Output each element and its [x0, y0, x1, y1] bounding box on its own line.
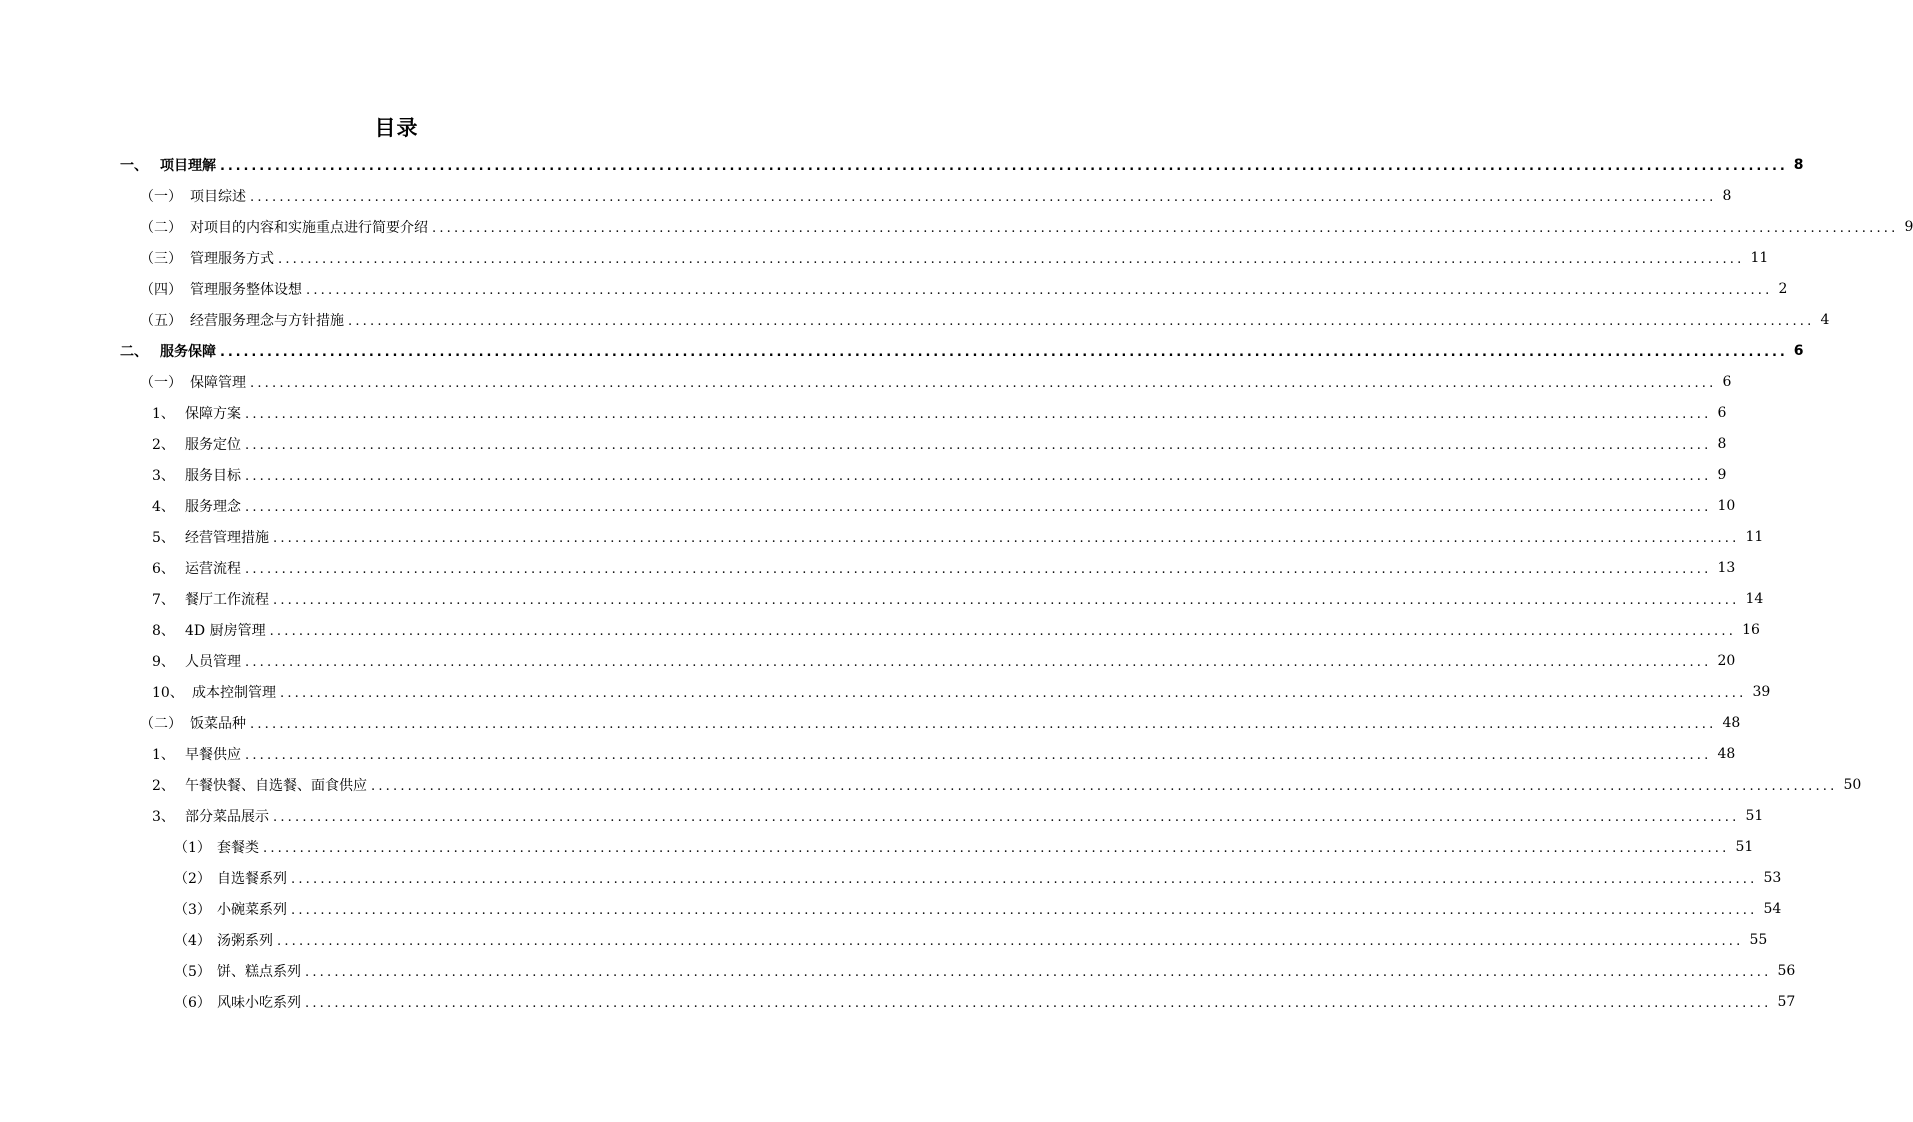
toc-entry-number: 2、	[152, 778, 175, 794]
toc-entry-number: 8、	[152, 623, 175, 639]
toc-entry-label: 早餐供应	[185, 747, 241, 763]
toc-dot-leader: ........................................................................................................................................................................................................	[250, 189, 1717, 205]
toc-entry-1-2[interactable]	[140, 212, 1913, 242]
toc-entry-1-4[interactable]	[140, 274, 1788, 304]
toc-dot-leader: ........................................................................................................................................................................................................	[273, 530, 1740, 546]
toc-entry-label: 午餐快餐、自选餐、面食供应	[185, 778, 367, 794]
toc-entry-page: 56	[1777, 963, 1796, 979]
toc-entry-label: 经营管理措施	[185, 530, 269, 546]
toc-entry-label: 服务定位	[185, 437, 241, 453]
toc-entry-2-1-10[interactable]	[152, 677, 1771, 707]
toc-entry-label: 小碗菜系列	[217, 902, 287, 918]
toc-entry-number: 一、	[120, 158, 148, 174]
toc-entry-number: （5）	[174, 964, 211, 980]
toc-entry-label: 人员管理	[185, 654, 241, 670]
toc-entry-1-1[interactable]	[140, 181, 1732, 211]
toc-entry-2-2-1[interactable]	[152, 739, 1736, 769]
toc-entry-number: （二）	[140, 220, 182, 236]
toc-entry-label: 自选餐系列	[217, 871, 287, 887]
toc-entry-number: 2、	[152, 437, 175, 453]
toc-entry-label: 饭菜品种	[190, 716, 246, 732]
toc-entry-page: 14	[1745, 591, 1764, 607]
toc-entry-label: 经营服务理念与方针措施	[190, 313, 344, 329]
toc-entry-number: 7、	[152, 592, 175, 608]
toc-entry-number: （二）	[140, 716, 182, 732]
toc-entry-label: 部分菜品展示	[185, 809, 269, 825]
toc-entry-number: （2）	[174, 871, 211, 887]
toc-entry-1-5[interactable]	[140, 305, 1830, 335]
toc-entry-page: 8	[1717, 436, 1727, 452]
toc-dot-leader: ........................................................................................................................................................................................................	[250, 375, 1717, 391]
toc-entry-section-1[interactable]	[120, 150, 1804, 180]
toc-entry-page: 9	[1717, 467, 1727, 483]
toc-entry-label: 管理服务方式	[190, 251, 274, 267]
toc-entry-number: （三）	[140, 251, 182, 267]
toc-entry-2-2-3[interactable]	[152, 801, 1764, 831]
toc-entry-page: 6	[1722, 374, 1732, 390]
toc-entry-page: 48	[1722, 715, 1741, 731]
toc-entry-page: 2	[1778, 281, 1788, 297]
toc-entry-number: （一）	[140, 189, 182, 205]
toc-dot-leader: ........................................................................................................................................................................................................	[245, 468, 1712, 484]
toc-entry-page: 48	[1717, 746, 1736, 762]
toc-dot-leader: ........................................................................................................................................................................................................	[305, 964, 1772, 980]
toc-entry-2-2-3-2[interactable]	[174, 863, 1782, 893]
toc-entry-label: 服务理念	[185, 499, 241, 515]
toc-entry-number: （3）	[174, 902, 211, 918]
toc-dot-leader: ........................................................................................................................................................................................................	[432, 220, 1899, 236]
toc-dot-leader: ........................................................................................................................................................................................................	[269, 623, 1737, 639]
toc-entry-label: 饼、糕点系列	[217, 964, 301, 980]
toc-entry-number: （1）	[174, 840, 211, 856]
toc-entry-label: 套餐类	[217, 840, 259, 856]
toc-entry-page: 39	[1752, 684, 1771, 700]
toc-entry-page: 11	[1745, 529, 1764, 545]
toc-dot-leader: ........................................................................................................................................................................................................	[245, 747, 1712, 763]
toc-entry-number: 9、	[152, 654, 175, 670]
toc-dot-leader: ........................................................................................................................................................................................................	[280, 685, 1747, 701]
toc-entry-label: 项目综述	[190, 189, 246, 205]
toc-entry-page: 13	[1717, 560, 1736, 576]
toc-dot-leader: ........................................................................................................................................................................................................	[291, 871, 1758, 887]
toc-dot-leader: ........................................................................................................................................................................................................	[220, 158, 1788, 174]
toc-entry-2-1-8[interactable]	[152, 615, 1760, 645]
toc-entry-label: 餐厅工作流程	[185, 592, 269, 608]
toc-entry-label: 汤粥系列	[217, 933, 273, 949]
toc-dot-leader: ........................................................................................................................................................................................................	[245, 654, 1712, 670]
toc-entry-page: 50	[1843, 777, 1862, 793]
toc-entry-2-1-3[interactable]	[152, 460, 1727, 490]
toc-dot-leader: ........................................................................................................................................................................................................	[273, 809, 1740, 825]
toc-entry-label: 项目理解	[160, 158, 216, 174]
toc-entry-label: 成本控制管理	[192, 685, 276, 701]
toc-dot-leader: ........................................................................................................................................................................................................	[306, 282, 1773, 298]
page-title: 目录	[374, 116, 419, 140]
toc-dot-leader: ........................................................................................................................................................................................................	[245, 561, 1712, 577]
toc-entry-2-1-6[interactable]	[152, 553, 1736, 583]
toc-entry-number: （一）	[140, 375, 182, 391]
toc-entry-label: 保障管理	[190, 375, 246, 391]
toc-entry-2-1-5[interactable]	[152, 522, 1764, 552]
toc-dot-leader: ........................................................................................................................................................................................................	[263, 840, 1730, 856]
toc-dot-leader: ........................................................................................................................................................................................................	[250, 716, 1717, 732]
toc-entry-2-1-1[interactable]	[152, 398, 1727, 428]
toc-entry-page: 20	[1717, 653, 1736, 669]
toc-entry-number: （四）	[140, 282, 182, 298]
toc-entry-2-1-2[interactable]	[152, 429, 1727, 459]
toc-entry-2-2-3-4[interactable]	[174, 925, 1768, 955]
toc-entry-2-1-4[interactable]	[152, 491, 1736, 521]
toc-entry-number: 1、	[152, 406, 175, 422]
toc-entry-number: 3、	[152, 468, 175, 484]
toc-entry-page: 51	[1745, 808, 1764, 824]
toc-entry-2-1-7[interactable]	[152, 584, 1764, 614]
toc-dot-leader: ........................................................................................................................................................................................................	[348, 313, 1815, 329]
toc-dot-leader: ........................................................................................................................................................................................................	[277, 933, 1744, 949]
toc-entry-page: 57	[1777, 994, 1796, 1010]
toc-entry-page: 9	[1904, 219, 1913, 235]
toc-dot-leader: ........................................................................................................................................................................................................	[371, 778, 1838, 794]
toc-entry-page: 10	[1717, 498, 1736, 514]
toc-dot-leader: ........................................................................................................................................................................................................	[220, 344, 1788, 360]
toc-entry-1-3[interactable]	[140, 243, 1769, 273]
toc-dot-leader: ........................................................................................................................................................................................................	[305, 995, 1772, 1011]
toc-entry-page: 6	[1793, 343, 1804, 359]
toc-entry-2-2-3-6[interactable]	[174, 987, 1796, 1017]
toc-entry-number: 6、	[152, 561, 175, 577]
toc-dot-leader: ........................................................................................................................................................................................................	[278, 251, 1745, 267]
toc-entry-page: 8	[1722, 188, 1732, 204]
toc-entry-number: （6）	[174, 995, 211, 1011]
toc-entry-label: 对项目的内容和实施重点进行简要介绍	[190, 220, 428, 236]
toc-entry-page: 11	[1750, 250, 1769, 266]
toc-entry-number: 10、	[152, 685, 184, 701]
toc-entry-2-2-3-1[interactable]	[174, 832, 1754, 862]
toc-dot-leader: ........................................................................................................................................................................................................	[273, 592, 1740, 608]
toc-entry-number: 二、	[120, 344, 148, 360]
toc-entry-page: 51	[1735, 839, 1754, 855]
toc-entry-page: 53	[1763, 870, 1782, 886]
toc-entry-section-2[interactable]	[120, 336, 1804, 366]
toc-entry-2-2[interactable]	[140, 708, 1741, 738]
toc-entry-label: 保障方案	[185, 406, 241, 422]
toc-entry-2-1[interactable]	[140, 367, 1732, 397]
toc-dot-leader: ........................................................................................................................................................................................................	[245, 499, 1712, 515]
toc-entry-2-2-2[interactable]	[152, 770, 1862, 800]
toc-entry-page: 6	[1717, 405, 1727, 421]
toc-entry-label: 管理服务整体设想	[190, 282, 302, 298]
toc-entry-label: 运营流程	[185, 561, 241, 577]
toc-dot-leader: ........................................................................................................................................................................................................	[291, 902, 1758, 918]
toc-entry-number: 3、	[152, 809, 175, 825]
toc-entry-number: 4、	[152, 499, 175, 515]
toc-entry-2-1-9[interactable]	[152, 646, 1736, 676]
toc-entry-page: 55	[1749, 932, 1768, 948]
toc-entry-number: 1、	[152, 747, 175, 763]
toc-entry-2-2-3-3[interactable]	[174, 894, 1782, 924]
toc-entry-page: 16	[1742, 622, 1760, 638]
toc-entry-number: （4）	[174, 933, 211, 949]
toc-entry-number: 5、	[152, 530, 175, 546]
toc-entry-2-2-3-5[interactable]	[174, 956, 1796, 986]
toc-entry-label: 服务目标	[185, 468, 241, 484]
toc-dot-leader: ........................................................................................................................................................................................................	[245, 437, 1712, 453]
toc-entry-label: 服务保障	[160, 344, 216, 360]
toc-entry-page: 4	[1820, 312, 1830, 328]
toc-entry-page: 8	[1793, 157, 1804, 173]
toc-entry-label: 风味小吃系列	[217, 995, 301, 1011]
toc-entry-number: （五）	[140, 313, 182, 329]
toc-entry-label: 4D 厨房管理	[185, 623, 266, 639]
toc-entry-page: 54	[1763, 901, 1782, 917]
toc-dot-leader: ........................................................................................................................................................................................................	[245, 406, 1712, 422]
